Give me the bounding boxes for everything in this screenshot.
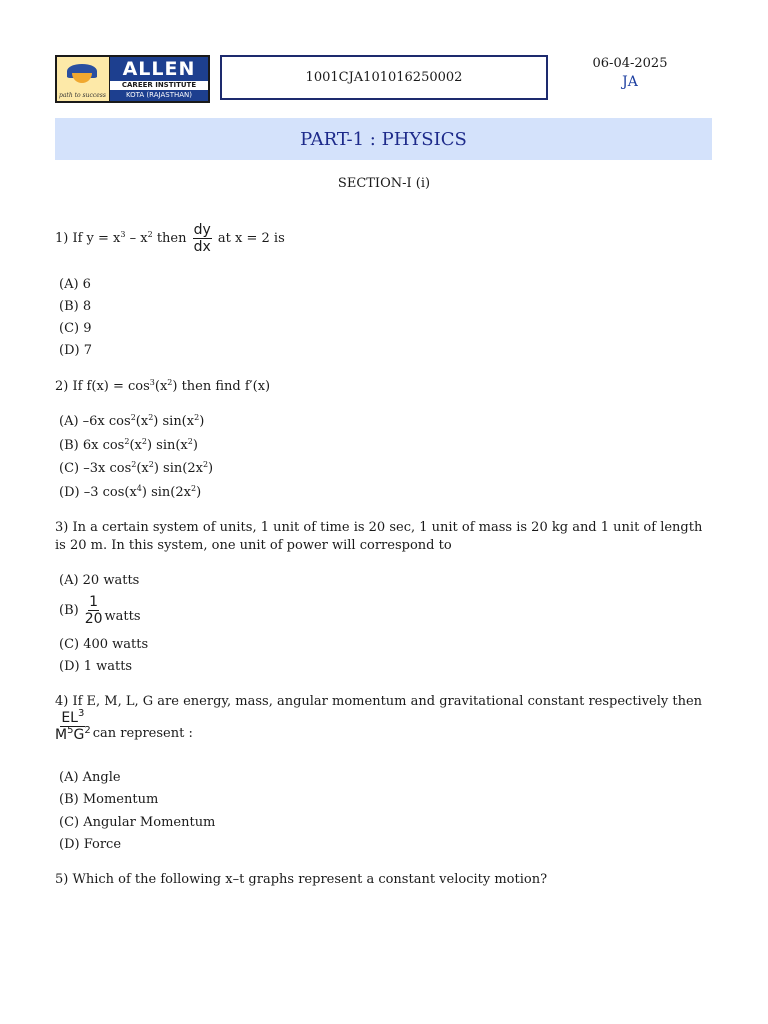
q4-option-d[interactable]: (D) Force: [59, 837, 122, 852]
logo-emblem-icon: [57, 57, 110, 101]
one-twentieth-fraction: $\frac{1}{20}$: [84, 594, 103, 627]
el3-over-m5g2-fraction: $\frac{EL^3}{M^5G^2}$: [55, 708, 91, 743]
q3-option-b[interactable]: (B) $\frac{1}{20}$ watts: [59, 594, 141, 627]
allen-logo: [55, 55, 210, 103]
part-title: PART-1 : PHYSICS: [300, 128, 467, 150]
q1-option-c[interactable]: (C) 9: [59, 321, 92, 336]
question-5: 5) Which of the following x–t graphs represent a constant velocity motion?: [55, 872, 548, 887]
logo-name: ALLEN: [110, 57, 208, 81]
logo-sub: CAREER INSTITUTE: [121, 81, 197, 89]
q1-option-a[interactable]: (A) 6: [59, 277, 91, 292]
q2-option-c[interactable]: (C) –3x $\cos^2(x^2)$ $\sin(2x^2)$: [59, 460, 214, 476]
question-3: 3) In a certain system of units, 1 unit of time is 20 sec, 1 unit of mass is 20 kg and 1 unit of length is 20 m. In this system, one unit of power will correspond to: [55, 520, 703, 553]
exam-shift: JA: [622, 74, 638, 90]
q3-option-a[interactable]: (A) 20 watts: [59, 573, 140, 588]
q3-option-d[interactable]: (D) 1 watts: [59, 659, 133, 674]
section-title: SECTION-I (i): [337, 176, 431, 191]
q2-option-d[interactable]: (D) –3 $\cos(x^4)$ $\sin(2x^2)$: [59, 484, 202, 500]
question-4: 4) If E, M, L, G are energy, mass, angular momentum and gravitational constant respectively then: [55, 694, 703, 709]
paper-code-box: [220, 55, 548, 100]
q4-option-a[interactable]: (A) Angle: [59, 770, 121, 785]
question-4-expression: $\frac{EL^3}{M^5G^2}$ can represent :: [55, 708, 193, 743]
q2-option-b[interactable]: (B) 6x $\cos^2(x^2)$ $\sin(x^2)$: [59, 437, 198, 453]
q4-option-c[interactable]: (C) Angular Momentum: [59, 815, 216, 830]
q4-option-b[interactable]: (B) Momentum: [59, 792, 159, 807]
question-1: 1) If $y = x^3 - x^2$ then $\frac{dy}{dx}$ at x = 2 is: [55, 222, 285, 255]
paper-code: 1001CJA101016250002: [305, 70, 463, 85]
part-title-band: [55, 118, 712, 160]
q3-option-c[interactable]: (C) 400 watts: [59, 637, 149, 652]
q1-option-d[interactable]: (D) 7: [59, 343, 92, 358]
question-2: 2) If $f(x) = \cos^3(x^2)$ then find f′(x): [55, 378, 271, 394]
dy-dx-fraction: $\frac{dy}{dx}$: [193, 222, 211, 255]
logo-tagline: path to success: [59, 92, 106, 99]
logo-city: KOTA (RAJASTHAN): [110, 90, 208, 101]
q1-option-b[interactable]: (B) 8: [59, 299, 92, 314]
q2-option-a[interactable]: (A) –6x $\cos^2(x^2)$ $\sin(x^2)$: [59, 413, 205, 429]
exam-date: 06-04-2025: [592, 56, 668, 71]
